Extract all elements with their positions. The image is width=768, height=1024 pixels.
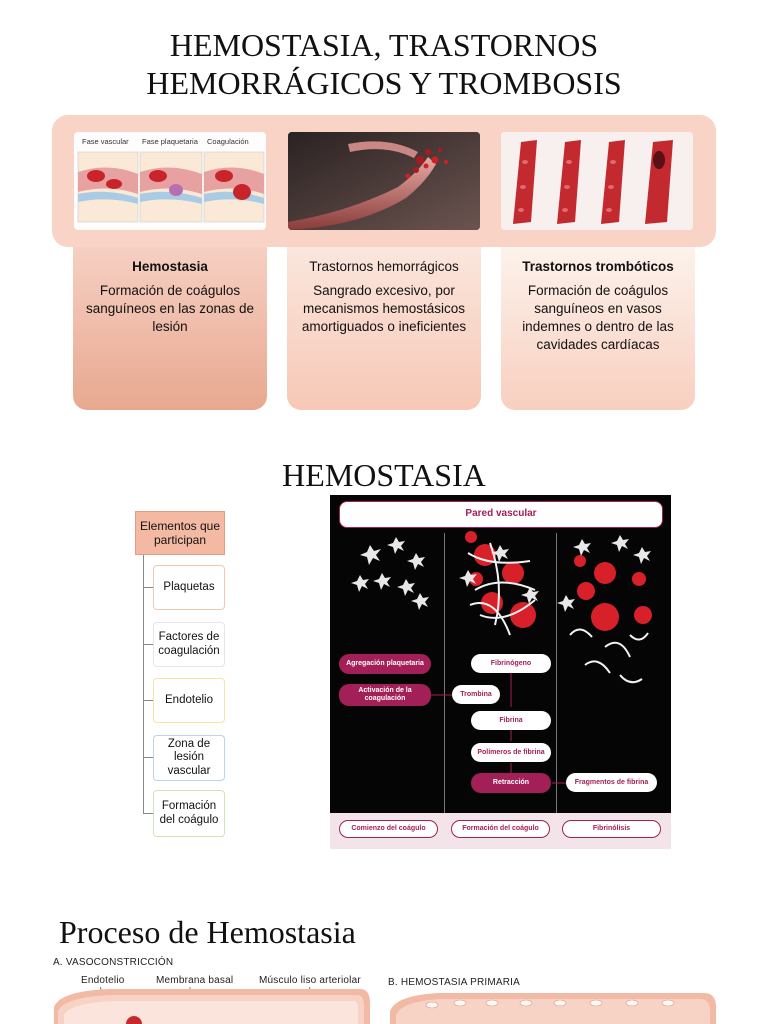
thrombosis-vessels-image (501, 132, 693, 230)
pill-fibrina: Fibrina (471, 711, 551, 730)
pill-agregacion-plaquetaria: Agregación plaquetaria (339, 654, 431, 674)
clot-middle (459, 531, 539, 635)
tree-tick (143, 813, 153, 814)
tree-tick (143, 644, 153, 645)
label-musculo-liso: Músculo liso arteriolar (259, 975, 361, 986)
label-membrana-basal: Membrana basal (156, 975, 234, 986)
hemostasis-phases-image (74, 132, 266, 230)
card-hemostasia (73, 247, 267, 410)
tree-tick (143, 700, 153, 701)
pill-polimeros-fibrina: Polímeros de fibrina (471, 743, 551, 762)
hemostasis-process-figure (40, 955, 720, 1024)
title-line-1: HEMOSTASIA, TRASTORNOS (169, 27, 599, 63)
tree-root-node: Elementos que participan (135, 511, 225, 555)
page-title (0, 26, 768, 102)
tree-node-formacion: Formación del coágulo (153, 790, 225, 837)
card-trastornos-tromboticos (501, 247, 695, 410)
vessel-cross-section-illustration (40, 955, 720, 1024)
fibrinolysis-right (557, 535, 652, 682)
phase-label-vascular: Fase vascular (82, 137, 129, 146)
label-formacion-coagulo: Formación del coágulo (451, 820, 550, 838)
label-comienzo-coagulo: Comienzo del coágulo (339, 820, 438, 838)
tree-node-plaquetas: Plaquetas (153, 565, 225, 610)
section-title: HEMOSTASIA (282, 457, 486, 493)
thrombosis-vessels-illustration (501, 132, 693, 230)
tree-connector (143, 555, 144, 813)
bleeding-vessel-illustration (288, 132, 480, 230)
platelets-left (351, 537, 429, 610)
pill-fragmentos-fibrina: Fragmentos de fibrina (566, 773, 657, 792)
card-title: Hemostasia (132, 259, 208, 274)
title-line-2: HEMORRÁGICOS Y TROMBOSIS (146, 65, 622, 101)
tree-tick (143, 587, 153, 588)
tree-node-factores: Factores de coagulación (153, 622, 225, 667)
coagulation-diagram (330, 495, 671, 849)
card-trastornos-hemorragicos (287, 247, 481, 410)
label-fibrinolisis: Fibrinólisis (562, 820, 661, 838)
phase-label-platelet: Fase plaquetaria (142, 137, 198, 146)
label-hemostasia-primaria: B. HEMOSTASIA PRIMARIA (388, 977, 521, 988)
tree-node-endotelio: Endotelio (153, 678, 225, 723)
card-body: Sangrado excesivo, por mecanismos hemostásicos amortiguados o ineficientes (301, 283, 467, 334)
bleeding-vessel-image (288, 132, 480, 230)
pared-vascular-label: Pared vascular (339, 501, 663, 528)
label-endotelio: Endotelio (81, 975, 125, 986)
card-title: Trastornos hemorrágicos (309, 259, 459, 274)
card-body: Formación de coágulos sanguíneos en las zonas de lesión (85, 283, 255, 334)
phase-label-coagulation: Coagulación (207, 137, 249, 146)
pill-fibrinogeno: Fibrinógeno (471, 654, 551, 673)
card-title: Trastornos trombóticos (522, 259, 674, 274)
label-vasoconstriccion: A. VASOCONSTRICCIÓN (53, 957, 174, 968)
pill-activacion-coagulacion: Activación de la coagulación (339, 684, 431, 706)
pill-trombina: Trombina (452, 685, 500, 704)
tree-node-zona-lesion: Zona de lesión vascular (153, 735, 225, 781)
process-title: Proceso de Hemostasia (59, 914, 356, 950)
tree-tick (143, 757, 153, 758)
pill-retraccion: Retracción (471, 773, 551, 793)
card-body: Formación de coágulos sanguíneos en vasos indemnes o dentro de las cavidades cardíacas (522, 283, 674, 352)
hemostasis-phases-illustration (74, 132, 266, 230)
